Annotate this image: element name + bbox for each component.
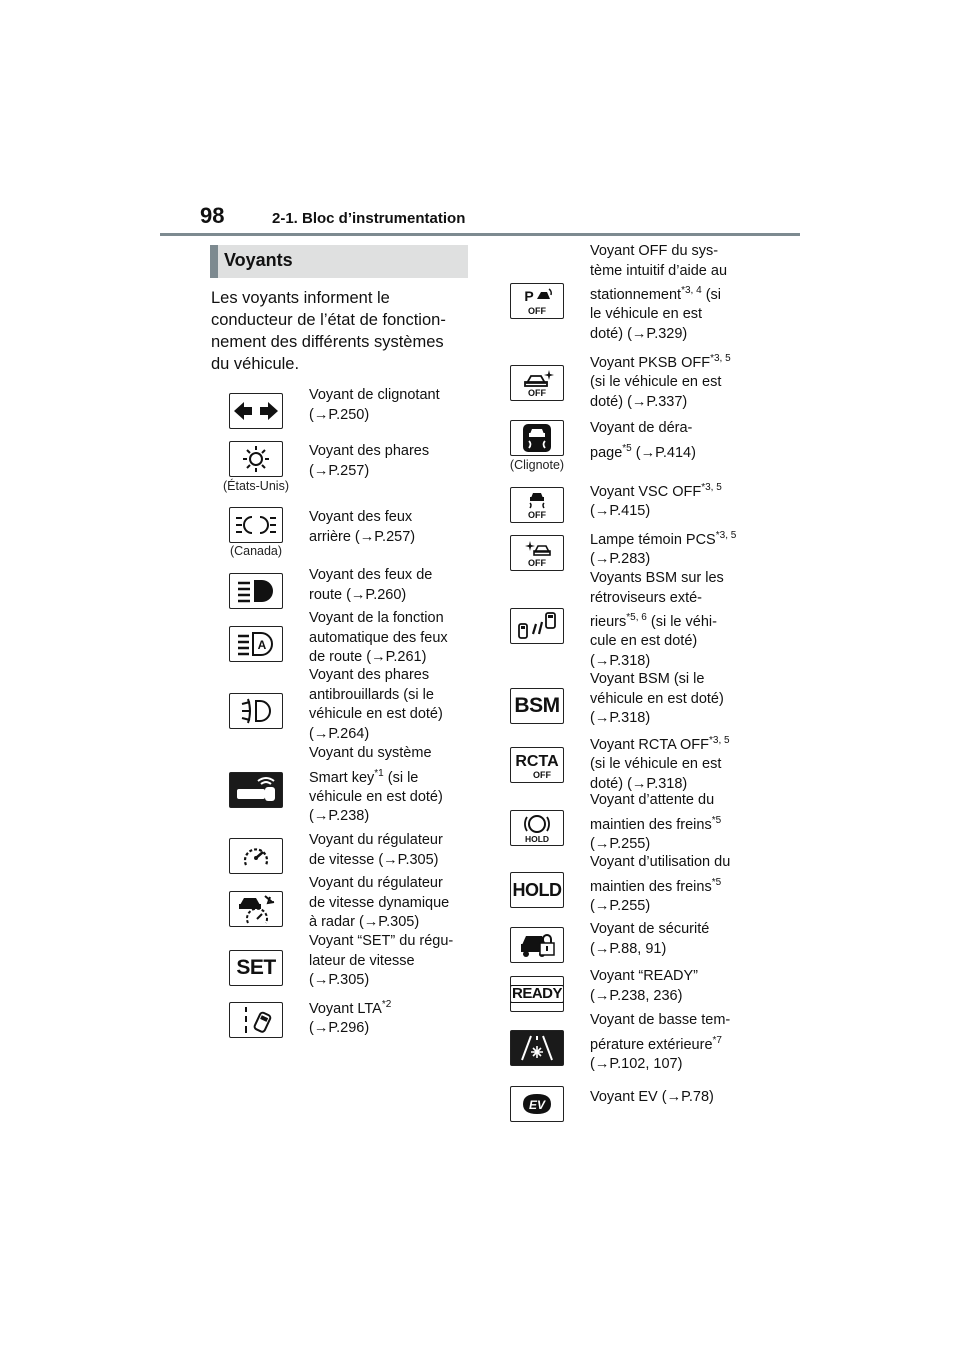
icon-label: OFF: [528, 510, 546, 520]
desc-line: Voyant RCTA OFF$^{*3, 5}$: [590, 735, 730, 753]
desc-slip: [590, 419, 755, 463]
ev-indicator-icon: [510, 1086, 564, 1122]
icon-label: READY: [512, 985, 563, 1002]
desc-line: Voyant du système: [309, 745, 432, 761]
footnote-marker: *5: [711, 814, 722, 826]
brake-hold-standby-icon: [510, 810, 564, 846]
desc-line: Voyant OFF du sys-: [590, 243, 719, 259]
footnote-marker: *5: [622, 442, 632, 454]
desc-line: de vitesse dynamique: [309, 894, 450, 911]
radar-cruise-icon: [229, 891, 283, 927]
desc-line: automatique des feux: [309, 629, 448, 646]
footnote-marker: *5: [711, 876, 722, 888]
desc-ready: [590, 967, 755, 1006]
desc-line: tème intuitif d’aide au: [590, 262, 728, 279]
desc-line: (→P.257): [309, 462, 370, 479]
smart-key-icon: [229, 772, 283, 808]
desc-rcta: [590, 731, 755, 794]
desc-line: maintien des freins$^{*5}$: [590, 814, 722, 833]
desc-line: de vitesse (→P.305): [309, 851, 439, 868]
parking-assist-off-icon: [510, 283, 564, 319]
desc-line: (→P.415): [590, 503, 651, 520]
desc-line: (→P.283): [590, 551, 651, 568]
desc-line: route (→P.260): [309, 586, 407, 603]
desc-brake-hold-standby: [590, 791, 755, 854]
ready-indicator-icon: [510, 976, 564, 1012]
desc-line: Smart key$^{*1}$ (si le: [309, 767, 419, 786]
pksb-off-icon: [510, 365, 564, 401]
section-title: 2-1. Bloc d’instrumentation: [272, 210, 466, 227]
desc-line: antibrouillards (si le: [309, 686, 434, 703]
icon-label: SET: [236, 956, 276, 979]
desc-line: arrière (→P.257): [309, 528, 416, 545]
rcta-off-icon: [510, 747, 564, 783]
svg-text:P: P: [524, 288, 534, 304]
desc-line: Voyant “SET” du régu-: [309, 933, 454, 949]
heading-title: Voyants: [224, 250, 293, 270]
desc-line: Voyant de la fonction: [309, 610, 444, 626]
desc-tail-light: [309, 508, 474, 547]
desc-line: Voyant d’utilisation du: [590, 854, 731, 870]
footnote-marker: *1: [374, 767, 384, 779]
desc-cruise-control: [309, 831, 474, 870]
desc-line: cule en est doté): [590, 633, 698, 650]
desc-pcs: [590, 526, 755, 570]
desc-ev: [590, 1088, 755, 1108]
desc-line: Voyant du régulateur: [309, 875, 443, 891]
desc-radar-cruise: [309, 874, 474, 933]
icon-label: BSM: [514, 694, 560, 717]
icon-label: EV: [528, 1098, 546, 1112]
desc-line: (→P.238, 236): [590, 987, 683, 1004]
icon-label: OFF: [528, 558, 546, 568]
bsm-mirror-icon: [510, 608, 564, 644]
desc-brake-hold-operated: [590, 853, 755, 916]
desc-line: (→P.264): [309, 725, 370, 742]
desc-line: Voyant LTA$^{*2}$: [309, 999, 392, 1017]
desc-bsm-mirror: [590, 569, 755, 671]
desc-line: (→P.318): [590, 652, 651, 669]
desc-parking-assist: [590, 242, 755, 344]
pcs-warning-icon: [510, 535, 564, 571]
desc-line: véhicule en est doté): [590, 690, 724, 707]
desc-line: Voyant des feux de: [309, 567, 433, 583]
svg-text:A: A: [257, 638, 267, 652]
icon-caption: (États-Unis): [223, 479, 289, 493]
footnote-marker: *3, 5: [701, 482, 722, 493]
desc-lta: [309, 995, 474, 1039]
desc-line: véhicule en est doté): [309, 706, 443, 722]
icon-label: HOLD: [512, 879, 562, 900]
desc-line: (→P.250): [309, 406, 370, 423]
intro-line: conducteur de l’état de fonction-: [211, 311, 446, 329]
desc-pksb: [590, 349, 755, 412]
desc-line: (→P.255): [590, 835, 651, 852]
intro-line: Les voyants informent le: [211, 289, 390, 307]
desc-line: page$^{*5}$ (→P.414): [590, 442, 696, 461]
slip-indicator-icon: [510, 420, 564, 456]
footnote-marker: *3, 4: [681, 285, 702, 296]
desc-line: (si le véhicule en est: [590, 756, 722, 773]
desc-high-beam: [309, 566, 474, 605]
desc-headlight: [309, 442, 474, 481]
icon-label: RCTA: [515, 753, 559, 770]
header-rule: [160, 233, 800, 236]
desc-bsm: [590, 670, 755, 729]
desc-line: pérature extérieure$^{*7}$: [590, 1034, 722, 1053]
desc-line: à radar (→P.305): [309, 914, 420, 930]
bsm-indicator-icon: [510, 688, 564, 724]
desc-line: Voyant de déra-: [590, 420, 693, 436]
icon-caption: (Canada): [229, 544, 283, 558]
desc-auto-high-beam: [309, 609, 474, 668]
vsc-off-icon: [510, 487, 564, 523]
cruise-control-icon: [229, 838, 283, 874]
footnote-marker: *3, 5: [710, 353, 731, 364]
heading-bar: [210, 245, 218, 278]
desc-line: (→P.296): [309, 1020, 370, 1037]
desc-line: rétroviseurs exté-: [590, 589, 703, 606]
desc-line: (→P.318): [590, 710, 651, 726]
desc-line: (→P.102, 107): [590, 1055, 683, 1072]
footnote-marker: *3, 5: [715, 530, 737, 541]
desc-turn-signal: [309, 386, 474, 425]
lta-indicator-icon: [229, 1002, 283, 1038]
desc-line: Voyant de clignotant: [309, 387, 440, 403]
desc-line: (→P.255): [590, 897, 651, 914]
brake-hold-operated-icon: [510, 872, 564, 908]
desc-fog-light: [309, 666, 474, 744]
desc-line: Voyant de sécurité: [590, 921, 710, 937]
desc-vsc: [590, 478, 755, 522]
intro-line: du véhicule.: [211, 355, 300, 373]
low-outside-temp-icon: [510, 1030, 564, 1066]
footnote-marker: *2: [381, 999, 392, 1010]
desc-line: de route (→P.261): [309, 649, 427, 665]
desc-set: [309, 932, 474, 991]
desc-low-temp: [590, 1011, 755, 1074]
desc-line: doté) (→P.337): [590, 393, 688, 410]
desc-line: rieurs$^{*5, 6}$ (si le véhi-: [590, 612, 717, 630]
desc-line: doté) (→P.329): [590, 325, 688, 342]
set-indicator-icon: [229, 950, 283, 986]
icon-label: OFF: [533, 770, 551, 780]
icon-caption: (Clignote): [509, 458, 565, 472]
desc-line: (→P.305): [309, 972, 370, 988]
desc-line: Voyant PKSB OFF$^{*3, 5}$: [590, 353, 731, 371]
desc-line: doté) (→P.318): [590, 775, 688, 792]
front-fog-light-icon: [229, 693, 283, 729]
desc-line: Voyant BSM (si le: [590, 671, 705, 687]
high-beam-icon: [229, 573, 283, 609]
desc-line: Voyant d’attente du: [590, 792, 715, 808]
desc-line: Voyants BSM sur les: [590, 570, 724, 586]
desc-line: Voyant des phares: [309, 667, 430, 683]
auto-high-beam-icon: [229, 626, 283, 662]
turn-signal-icon: [229, 393, 283, 429]
headlight-indicator-icon: [229, 441, 283, 477]
desc-line: Voyant de basse tem-: [590, 1012, 731, 1028]
desc-line: lateur de vitesse: [309, 952, 415, 969]
desc-security: [590, 920, 755, 959]
desc-line: Voyant du régulateur: [309, 832, 443, 848]
icon-label: OFF: [528, 388, 546, 398]
footnote-marker: *5, 6: [626, 612, 647, 623]
heading-box: [210, 245, 468, 278]
desc-smart-key: [309, 744, 474, 827]
desc-line: Voyant EV (→P.78): [590, 1089, 714, 1105]
desc-line: le véhicule en est: [590, 306, 703, 323]
icon-label: HOLD: [524, 834, 550, 844]
intro-line: nement des différents systèmes: [211, 333, 444, 351]
footnote-marker: *7: [712, 1034, 722, 1046]
intro-paragraph: [211, 287, 473, 375]
desc-line: Voyant VSC OFF$^{*3, 5}$: [590, 482, 722, 500]
desc-line: Voyant des feux: [309, 509, 413, 525]
desc-line: Voyant des phares: [309, 443, 430, 459]
desc-line: Voyant “READY”: [590, 968, 698, 984]
desc-line: stationnement$^{*3, 4}$ (si: [590, 285, 722, 303]
desc-line: véhicule en est doté): [309, 788, 443, 805]
desc-line: maintien des freins$^{*5}$: [590, 876, 722, 895]
desc-line: (si le véhicule en est: [590, 374, 722, 391]
security-indicator-icon: [510, 927, 564, 963]
tail-light-icon: [229, 507, 283, 543]
desc-line: (→P.88, 91): [590, 940, 667, 957]
footnote-marker: *3, 5: [709, 735, 730, 746]
desc-line: Lampe témoin PCS$^{*3, 5}$: [590, 530, 737, 548]
page-number: 98: [200, 203, 225, 228]
icon-label: OFF: [528, 306, 546, 316]
desc-line: (→P.238): [309, 808, 370, 825]
